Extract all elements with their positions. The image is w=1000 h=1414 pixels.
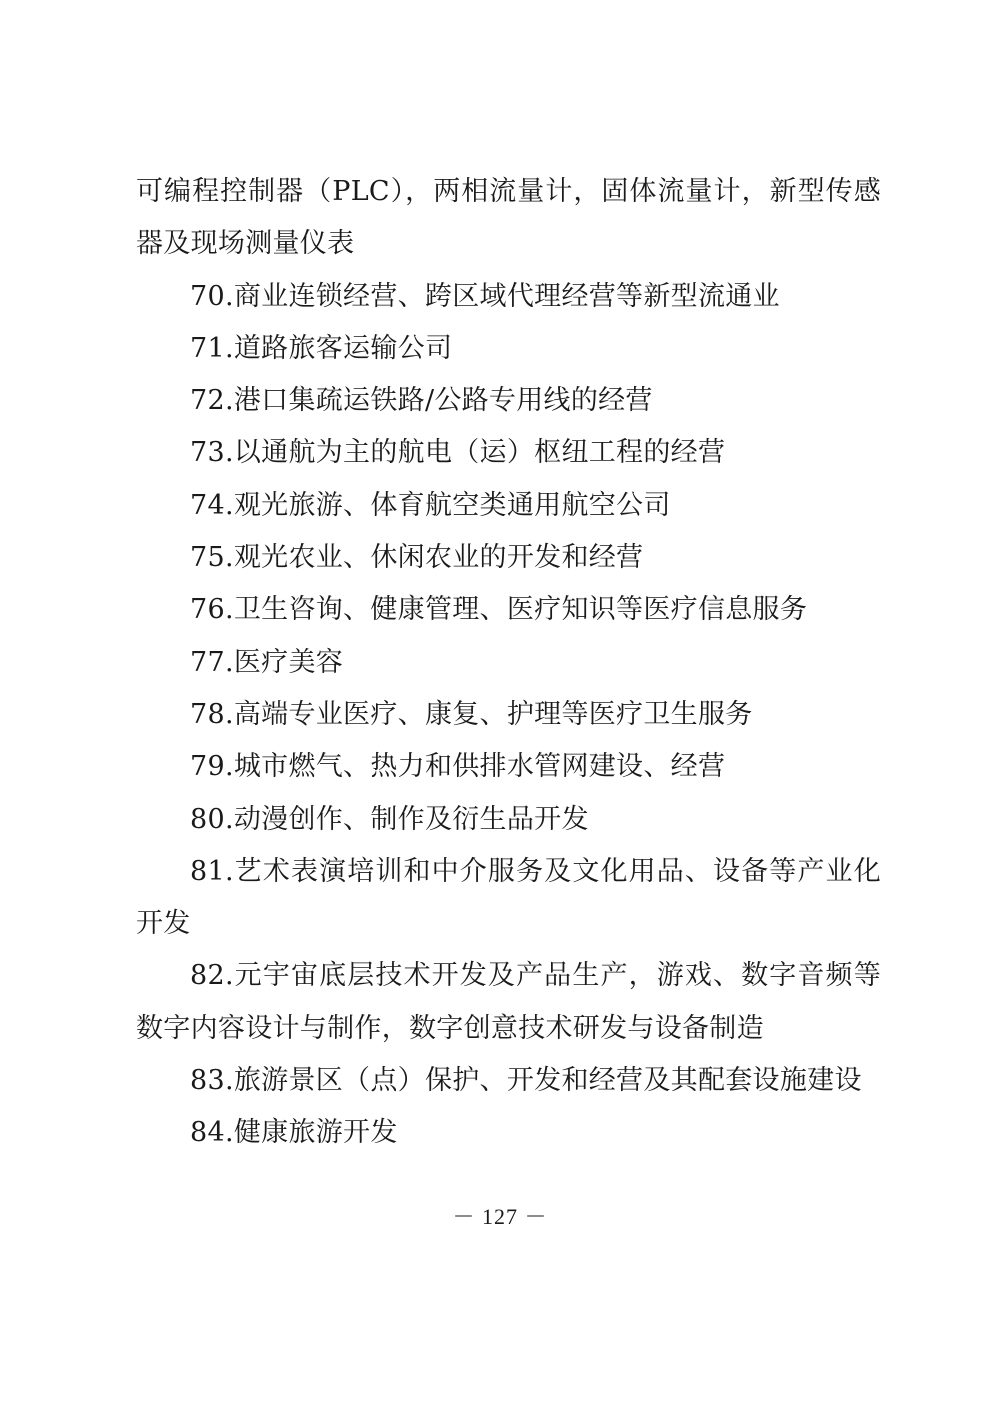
page-number: － 127 － [452, 1204, 548, 1229]
paragraph-continuation: 可编程控制器（PLC），两相流量计，固体流量计，新型传感器及现场测量仪表 [136, 176, 881, 260]
list-item-82: 82.元宇宙底层技术开发及产品生产，游戏、数字音频等数字内容设计与制作，数字创意技术研发与设备制造 [136, 960, 881, 1044]
list-item-71: 71.道路旅客运输公司 [190, 332, 453, 364]
list-item-83: 83.旅游景区（点）保护、开发和经营及其配套设施建设 [190, 1065, 862, 1097]
list-item-72: 72.港口集疏运铁路/公路专用线的经营 [190, 385, 653, 417]
list-item-75: 75.观光农业、休闲农业的开发和经营 [190, 542, 644, 574]
list-item-76: 76.卫生咨询、健康管理、医疗知识等医疗信息服务 [190, 594, 808, 626]
list-item-84: 84.健康旅游开发 [190, 1117, 398, 1149]
list-item-78: 78.高端专业医疗、康复、护理等医疗卫生服务 [190, 698, 753, 730]
list-item-73: 73.以通航为主的航电（运）枢纽工程的经营 [190, 437, 726, 469]
document-body [136, 166, 881, 1160]
list-item-79: 79.城市燃气、热力和供排水管网建设、经营 [190, 751, 726, 783]
list-item-81: 81.艺术表演培训和中介服务及文化用品、设备等产业化开发 [136, 855, 881, 940]
list-item-80: 80.动漫创作、制作及衍生品开发 [190, 803, 589, 835]
list-item-70: 70.商业连锁经营、跨区域代理经营等新型流通业 [190, 280, 780, 312]
list-item-74: 74.观光旅游、体育航空类通用航空公司 [190, 489, 671, 521]
list-item-77: 77.医疗美容 [190, 646, 344, 678]
